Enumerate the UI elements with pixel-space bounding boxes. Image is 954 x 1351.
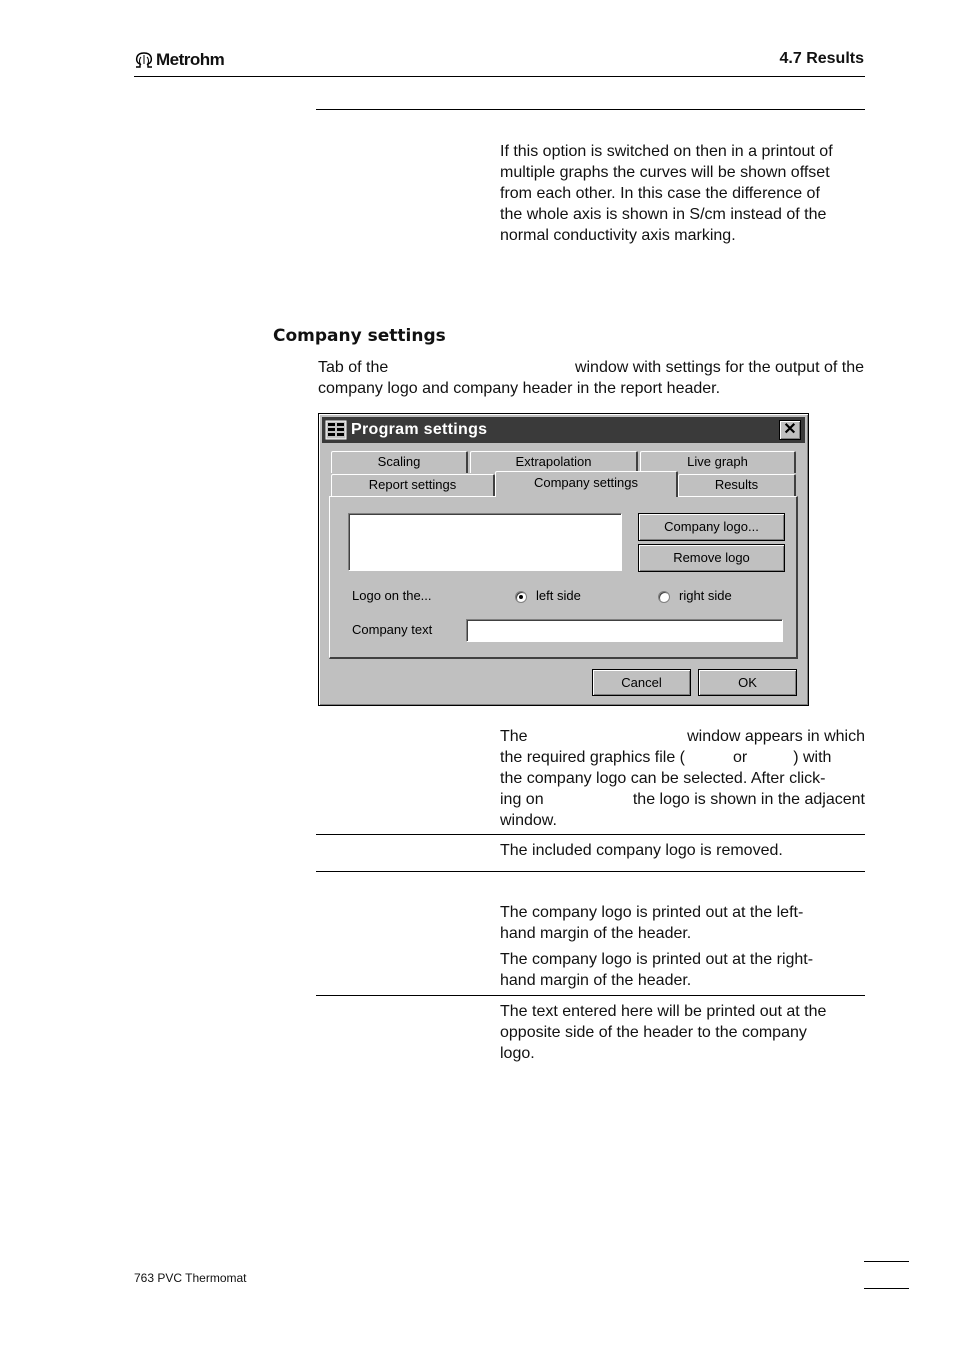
company-logo-button[interactable]: Company logo... (638, 513, 785, 541)
company-settings-intro: Tab of the window with settings for the output of the company logo and company header in the report header. (318, 359, 864, 397)
tab-company-settings[interactable]: Company settings (495, 471, 678, 497)
dialog-titlebar[interactable] (322, 417, 805, 443)
ok-button[interactable]: OK (698, 669, 797, 696)
section-rule (316, 109, 865, 110)
close-icon: ✕ (783, 421, 797, 438)
right-side-label[interactable]: right side (679, 588, 732, 603)
offset-description: If this option is switched on then in a printout of multiple graphs the curves will be shown offset from each other. In this case the difference of the whole axis is shown in S/cm instead of the normal conductivity axis marking. (500, 143, 833, 244)
footer-product: 763 PVC Thermomat (134, 1271, 247, 1285)
left-side-label[interactable]: left side (536, 588, 581, 603)
cancel-button[interactable]: Cancel (592, 669, 691, 696)
company-settings-heading: Company settings (273, 326, 446, 346)
company-logo-description: The window appears in which the required graphics file ( or ) with the company logo can be selected. After click- ing on the logo is shown in the adjacent window. (500, 728, 865, 829)
tab-scaling[interactable]: Scaling (331, 451, 468, 473)
close-button[interactable] (779, 420, 801, 440)
tab-extrapolation[interactable]: Extrapolation (470, 451, 638, 473)
header-rule (134, 76, 865, 77)
footer-rule-bottom (864, 1288, 909, 1289)
metrohm-omega-icon (134, 52, 154, 68)
company-text-label: Company text (352, 622, 433, 637)
rule-1 (316, 834, 865, 835)
left-side-radio[interactable] (515, 591, 527, 603)
tab-results[interactable]: Results (678, 474, 796, 496)
program-settings-dialog (318, 413, 809, 706)
rule-3 (316, 995, 865, 996)
remove-logo-description: The included company logo is removed. (500, 842, 783, 859)
dialog-title: Program settings (351, 421, 488, 438)
section-title: 4.7 Results (779, 50, 864, 67)
tab-live-graph[interactable]: Live graph (640, 451, 796, 473)
right-side-description: The company logo is printed out at the right- hand margin of the header. (500, 951, 814, 989)
right-side-radio[interactable] (658, 591, 670, 603)
company-text-input[interactable] (466, 619, 783, 642)
tab-report-settings[interactable]: Report settings (331, 474, 495, 496)
footer-rule-top (864, 1261, 909, 1262)
settings-window-icon (325, 420, 347, 440)
brand-name: Metrohm (156, 50, 225, 69)
company-text-description: The text entered here will be printed out at the opposite side of the header to the company logo. (500, 1003, 827, 1062)
radio-selected-dot (519, 595, 523, 599)
left-side-description: The company logo is printed out at the left- hand margin of the header. (500, 904, 804, 942)
rule-2 (316, 871, 865, 872)
remove-logo-button[interactable]: Remove logo (638, 544, 785, 572)
logo-preview (348, 513, 622, 571)
logo-on-label: Logo on the... (352, 588, 432, 603)
brand-logo (134, 50, 224, 70)
